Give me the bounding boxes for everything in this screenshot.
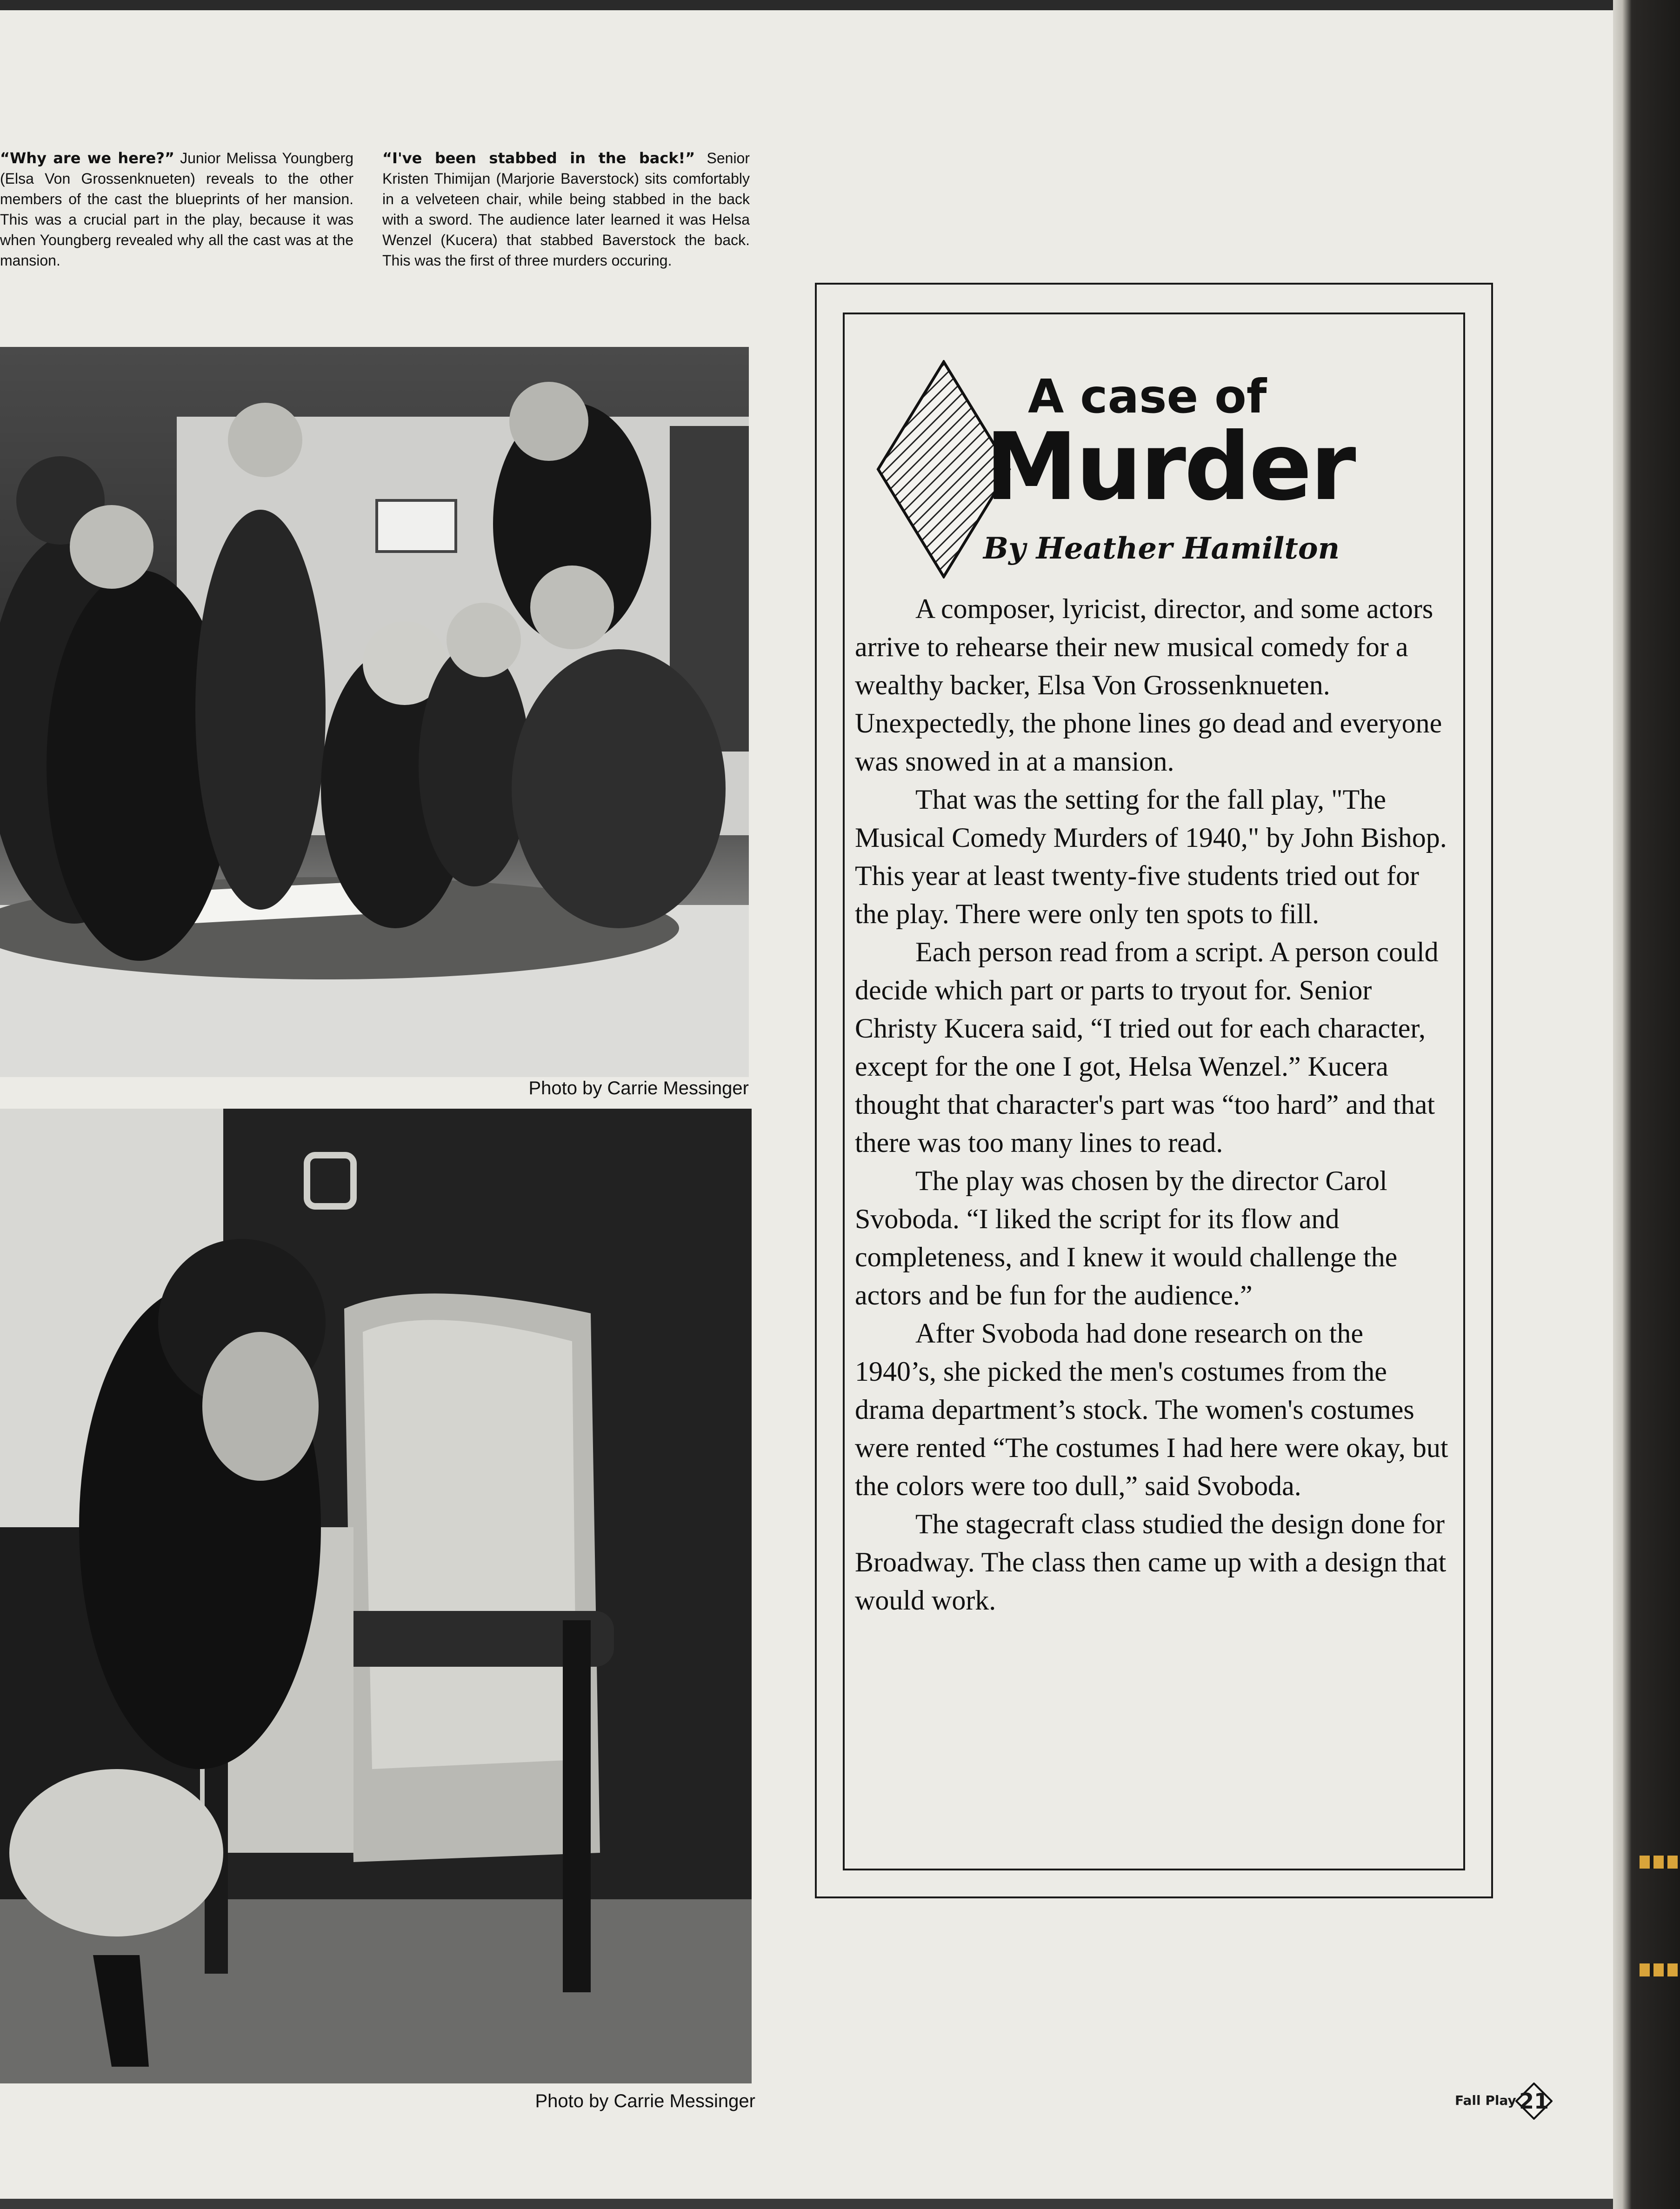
photo-credit-top: Photo by Carrie Messinger [528, 1078, 749, 1098]
byline: By Heather Hamilton [983, 531, 1340, 566]
caption-right-body: Senior Kristen Thimijan (Marjorie Baverstock) sits comfortably in a velveteen chair, while being stabbed in the back with a sword. The audience later learned it was Helsa Wenzel (Kucera) that stabbed Baverstock the back. This was the first of three murders occuring. [382, 150, 750, 269]
page-edge-tab-mark [1640, 1963, 1680, 1976]
page-number: 21 [1519, 2089, 1549, 2114]
photo-chair-scene [0, 1109, 752, 2083]
photo-cast-blueprints [0, 347, 749, 1077]
article-body [855, 590, 1450, 1619]
photo-credit-bottom: Photo by Carrie Messinger [535, 2091, 755, 2111]
caption-left-lead: “Why are we here?” [0, 149, 174, 167]
headline-title [985, 413, 1354, 521]
caption-right [382, 148, 750, 271]
article-paragraph: The play was chosen by the director Carol Svoboda. “I liked the script for its flow and completeness, and I knew it would challenge the actors and be fun for the audience.” [855, 1165, 1398, 1311]
headline-rest: urder [1076, 413, 1354, 521]
book-spine-edge [1613, 0, 1680, 2209]
headline-initial: M [985, 413, 1076, 521]
article-paragraph: That was the setting for the fall play, "The Musical Comedy Murders of 1940," by John Bishop. This year at least twenty-five students tried out for the play. There were only ten spots to fill. [855, 784, 1447, 929]
article-paragraph: A composer, lyricist, director, and some actors arrive to rehearse their new musical comedy for a wealthy backer, Elsa Von Grossenknueten. Unexpectedly, the phone lines go dead and everyone was snowed in at a mansion. [855, 593, 1442, 777]
page-top-edge [0, 0, 1680, 10]
caption-left [0, 148, 353, 271]
article-paragraph: The stagecraft class studied the design done for Broadway. The class then came up with a design that would work. [855, 1509, 1447, 1616]
article-paragraph: Each person read from a script. A person could decide which part or parts to tryout for. Senior Christy Kucera said, “I tried out for each character, except for the one I got, Helsa Wenzel.” Kucera thought that character's part was “too hard” and that there was too many lines to read. [855, 937, 1439, 1158]
caption-right-lead: “I've been stabbed in the back!” [382, 149, 695, 167]
article-paragraph: After Svoboda had done research on the 1940’s, she picked the men's costumes from the drama department’s stock. The women's costumes were rented “The costumes I had here were okay, but the colors were too dull,” said Svoboda. [855, 1318, 1448, 1501]
page-bottom-edge [0, 2199, 1680, 2209]
folio-section: Fall Play [1455, 2093, 1516, 2108]
headline-kicker: A case of [1028, 369, 1267, 424]
page-edge-tab-mark [1640, 1856, 1680, 1869]
caption-left-body: Junior Melissa Youngberg (Elsa Von Grossenknueten) reveals to the other members of the cast the blueprints of her mansion. This was a crucial part in the play, because it was when Youngberg revealed why all the cast was at the mansion. [0, 150, 353, 269]
